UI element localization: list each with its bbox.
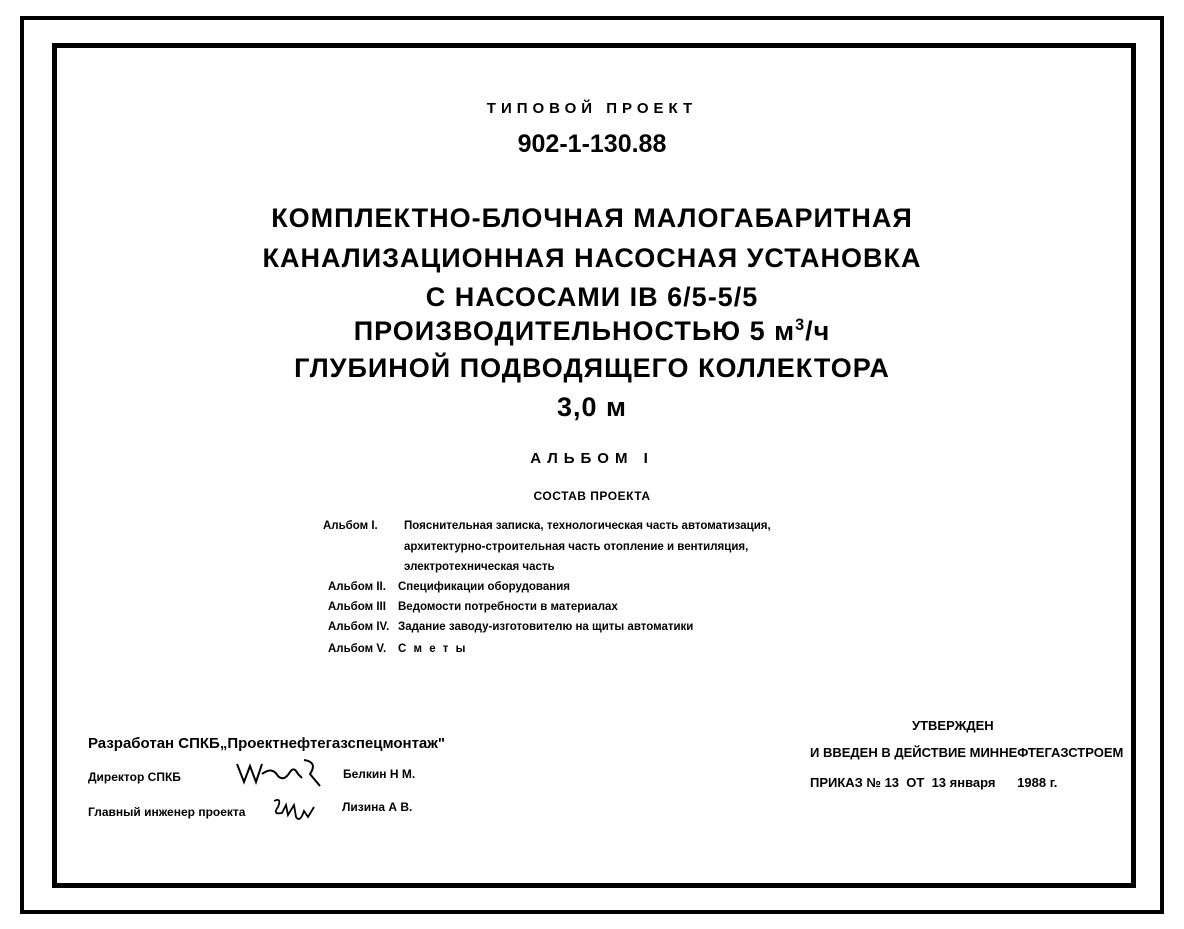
title-line-4-prefix: ПРОИЗВОДИТЕЛЬНОСТЬЮ 5 м	[353, 316, 796, 346]
approved-label: УТВЕРЖДЕН	[912, 718, 994, 733]
order-date: 13 января	[931, 775, 996, 790]
composition-title: СОСТАВ ПРОЕКТА	[533, 489, 651, 503]
album-1-line-3: электротехническая часть	[404, 561, 555, 573]
album-3-label: Альбом III	[328, 601, 386, 613]
director-label: Директор СПКБ	[88, 770, 181, 784]
title-line-4-suffix: /ч	[805, 316, 831, 346]
title-line-1: КОМПЛЕКТНО-БЛОЧНАЯ МАЛОГАБАРИТНАЯ	[271, 203, 913, 233]
chief-engineer-name: Лизина А В.	[342, 800, 413, 814]
title-line-5: ГЛУБИНОЙ ПОДВОДЯЩЕГО КОЛЛЕКТОРА	[294, 353, 890, 383]
album-2-label: Альбом II.	[328, 581, 386, 593]
order-number: 13	[884, 775, 900, 790]
order-year: 1988 г.	[1017, 775, 1058, 790]
developed-by: Разработан СПКБ„Проектнефтегазспецмонтаж"	[88, 735, 446, 752]
title-line-6: 3,0 м	[556, 392, 627, 422]
order-from: ОТ	[906, 775, 925, 790]
project-code: 902-1-130.88	[517, 130, 667, 158]
title-line-2: КАНАЛИЗАЦИОННАЯ НАСОСНАЯ УСТАНОВКА	[262, 243, 922, 273]
director-name: Белкин Н М.	[343, 767, 416, 781]
introduced-label: И ВВЕДЕН В ДЕЙСТВИЕ МИННЕФТЕГАЗСТРОЕМ	[810, 745, 1124, 760]
chief-engineer-label: Главный инженер проекта	[88, 805, 246, 819]
album-1-line-1: Пояснительная записка, технологическая часть автоматизация,	[404, 520, 771, 532]
chief-engineer-signature	[268, 793, 318, 823]
type-project-label: ТИПОВОЙ ПРОЕКТ	[486, 100, 698, 117]
album-1-label: Альбом I.	[323, 520, 378, 532]
director-signature	[232, 752, 327, 792]
album-5-line-1: С м е т ы	[398, 643, 468, 655]
title-line-3: С НАСОСАМИ IВ 6/5-5/5	[425, 282, 759, 312]
album-4-line-1: Задание заводу-изготовителю на щиты автоматики	[398, 621, 694, 633]
album-1-line-2: архитектурно-строительная часть отопление и вентиляция,	[404, 541, 749, 553]
order-line	[810, 775, 1057, 790]
title-line-4	[0, 316, 1184, 347]
album-4-label: Альбом IV.	[328, 621, 390, 633]
album-2-line-1: Спецификации оборудования	[398, 581, 570, 593]
title-line-4-sup: 3	[795, 316, 806, 334]
order-label: ПРИКАЗ №	[810, 775, 881, 790]
album-3-line-1: Ведомости потребности в материалах	[398, 601, 618, 613]
album-5-label: Альбом V.	[328, 643, 387, 655]
album-title: АЛЬБОМ I	[530, 450, 654, 467]
